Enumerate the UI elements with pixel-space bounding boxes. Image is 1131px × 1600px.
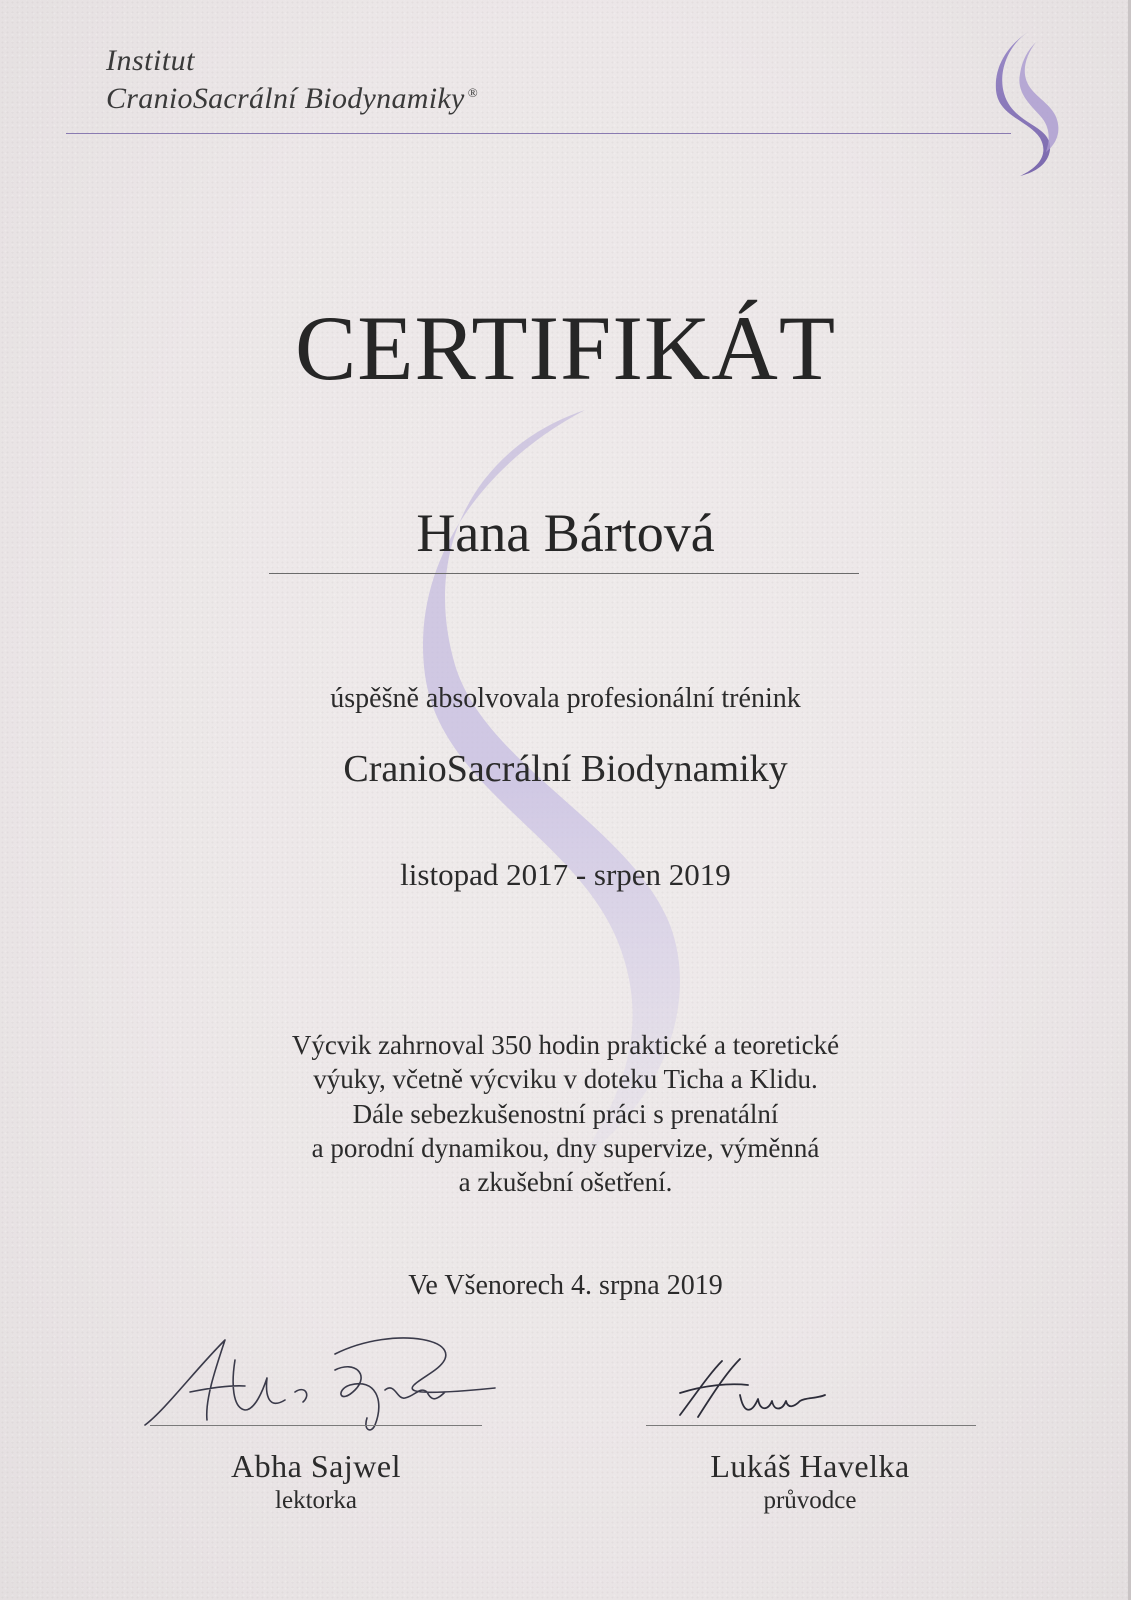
institute-line-1: Institut xyxy=(106,44,196,77)
institute-line-2-text: CranioSacrální Biodynamiky xyxy=(106,81,465,115)
institute-name xyxy=(106,42,478,117)
signer-role: průvodce xyxy=(763,1487,857,1514)
institute-line-2 xyxy=(106,80,478,118)
recipient-name: Hana Bártová xyxy=(416,503,715,563)
details-line: a porodní dynamikou, dny supervize, výměnná xyxy=(311,1132,820,1163)
certificate-title: CERTIFIKÁT xyxy=(294,297,837,399)
signature-line-left xyxy=(150,1425,482,1426)
signer-name: Abha Sajwel xyxy=(231,1448,401,1484)
place-and-date: Ve Všenorech 4. srpna 2019 xyxy=(408,1270,723,1301)
signature-abha-sajwel xyxy=(135,1330,505,1435)
training-details xyxy=(0,1028,1131,1199)
signature-lukas-havelka xyxy=(660,1355,830,1425)
details-line: a zkušební ošetření. xyxy=(458,1167,673,1198)
details-line: Výcvik zahrnoval 350 hodin praktické a teoretické xyxy=(291,1030,840,1060)
details-line: Dále sebezkušenostní práci s prenatální xyxy=(352,1098,779,1129)
recipient-underline xyxy=(269,573,859,574)
program-name: CranioSacrální Biodynamiky xyxy=(343,748,788,790)
details-line: výuky, včetně výcviku v doteku Ticha a Klidu. xyxy=(313,1064,818,1095)
training-period: listopad 2017 - srpen 2019 xyxy=(400,857,731,892)
institute-logo-icon xyxy=(990,28,1070,178)
registered-mark: ® xyxy=(467,84,478,100)
signer-name: Lukáš Havelka xyxy=(710,1448,910,1484)
header-divider xyxy=(66,133,1011,134)
signer-left xyxy=(166,1448,466,1515)
signature-line-right xyxy=(646,1425,976,1426)
signer-right xyxy=(660,1448,960,1515)
completion-statement: úspěšně absolvovala profesionální trénink xyxy=(330,683,801,714)
signer-role: lektorka xyxy=(275,1487,357,1514)
